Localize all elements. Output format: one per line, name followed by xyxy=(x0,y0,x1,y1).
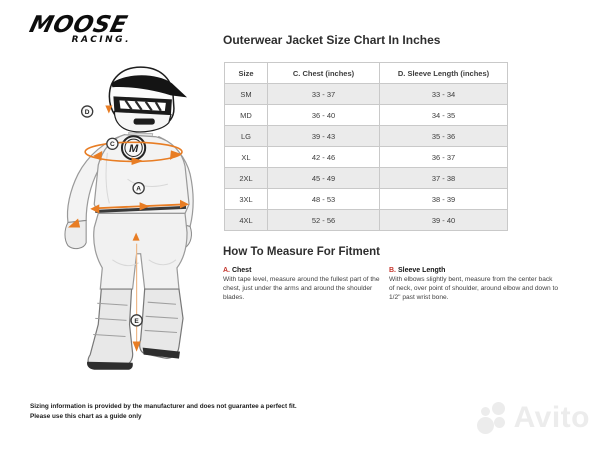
measure-item-chest-label xyxy=(223,266,387,275)
boots xyxy=(87,289,183,370)
cell-sleeve: 37 - 38 xyxy=(380,168,508,189)
table-header-row xyxy=(225,63,508,84)
sizing-disclaimer xyxy=(30,402,297,423)
table-row xyxy=(225,189,508,210)
marker-inseam-letter: E xyxy=(134,317,139,325)
cell-sleeve: 35 - 36 xyxy=(380,126,508,147)
measure-item-chest xyxy=(223,266,387,302)
cell-size: MD xyxy=(225,105,268,126)
moose-emblem-icon xyxy=(122,136,145,159)
marker-sleeve-letter: D xyxy=(84,108,90,116)
cell-chest: 36 - 40 xyxy=(268,105,380,126)
col-header-chest: C. Chest (inches) xyxy=(268,63,380,84)
marker-chest xyxy=(107,138,118,149)
col-header-sleeve: D. Sleeve Length (inches) xyxy=(380,63,508,84)
brand-subname: RACING. xyxy=(71,35,131,45)
size-chart-table xyxy=(224,62,508,231)
brand-name: MOOSE xyxy=(26,12,131,38)
table-row xyxy=(225,168,508,189)
marker-waist xyxy=(133,183,144,194)
cell-chest: 33 - 37 xyxy=(268,84,380,105)
cell-sleeve: 39 - 40 xyxy=(380,210,508,231)
cell-size: XL xyxy=(225,147,268,168)
measure-item-sleeve xyxy=(389,266,559,302)
helmet-icon xyxy=(109,67,187,132)
cell-sleeve: 36 - 37 xyxy=(380,147,508,168)
cell-sleeve: 34 - 35 xyxy=(380,105,508,126)
marker-waist-letter: A xyxy=(136,185,141,193)
disclaimer-line-2: Please use this chart as a guide only xyxy=(30,413,142,421)
page-title: Outerwear Jacket Size Chart In Inches xyxy=(223,33,441,47)
table-row xyxy=(225,84,508,105)
brand-logo xyxy=(26,12,134,45)
emblem-letter: M xyxy=(128,142,139,155)
watermark-text: Avito xyxy=(513,401,590,434)
cell-size: LG xyxy=(225,126,268,147)
table-row xyxy=(225,126,508,147)
cell-size: 3XL xyxy=(225,189,268,210)
cell-chest: 52 - 56 xyxy=(268,210,380,231)
marker-sleeve xyxy=(82,106,93,117)
measure-marker-a: A. xyxy=(223,267,230,274)
cell-sleeve: 33 - 34 xyxy=(380,84,508,105)
measure-label-text: Chest xyxy=(231,267,252,274)
measure-item-sleeve-text: With elbows slightly bent, measure from the center back of neck, over point of shoulder, around elbow and down to 1/2" past wrist bone. xyxy=(389,276,558,301)
cell-sleeve: 38 - 39 xyxy=(380,189,508,210)
pants xyxy=(94,207,187,289)
disclaimer-line-1: Sizing information is provided by the manufacturer and does not guarantee a perfect fit. xyxy=(30,403,297,410)
measure-section-heading: How To Measure For Fitment xyxy=(223,246,380,258)
col-header-size: Size xyxy=(225,63,268,84)
marker-inseam xyxy=(131,315,142,326)
table-row xyxy=(225,105,508,126)
rider-figure-drawing xyxy=(26,56,224,394)
measure-marker-b: B. xyxy=(389,267,396,274)
cell-size: 2XL xyxy=(225,168,268,189)
avito-logo-icon xyxy=(477,400,509,436)
measure-label-text: Sleeve Length xyxy=(397,267,446,274)
cell-size: 4XL xyxy=(225,210,268,231)
measure-item-chest-text: With tape level, measure around the fullest part of the chest, just under the arms and around the shoulder blades. xyxy=(223,276,380,301)
avito-watermark xyxy=(477,400,590,436)
marker-chest-letter: C xyxy=(110,141,115,149)
cell-chest: 45 - 49 xyxy=(268,168,380,189)
measure-item-sleeve-label xyxy=(389,266,559,275)
cell-chest: 39 - 43 xyxy=(268,126,380,147)
cell-chest: 48 - 53 xyxy=(268,189,380,210)
cell-size: SM xyxy=(225,84,268,105)
rider-measurement-illustration xyxy=(26,56,224,394)
table-row xyxy=(225,147,508,168)
cell-chest: 42 - 46 xyxy=(268,147,380,168)
table-row xyxy=(225,210,508,231)
